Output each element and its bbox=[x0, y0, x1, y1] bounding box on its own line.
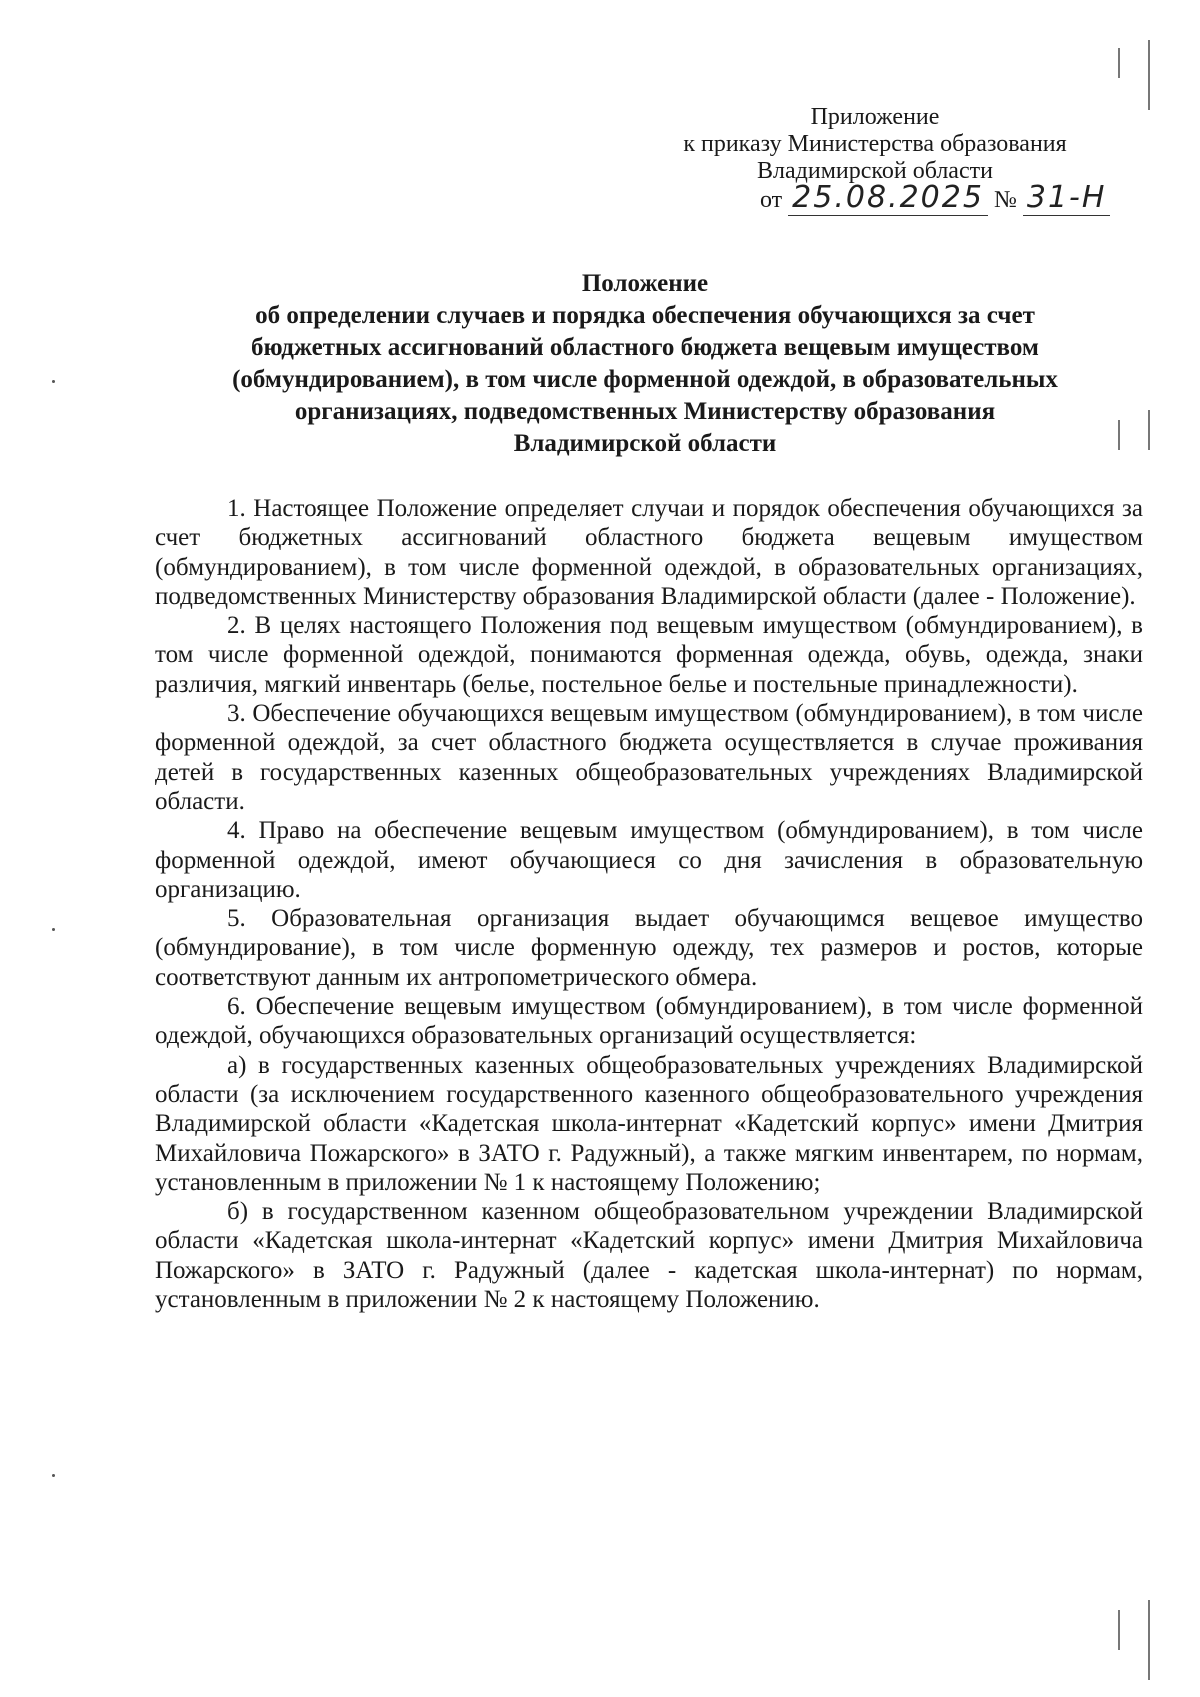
handwritten-number: 31-Н bbox=[1023, 180, 1111, 216]
scan-mark bbox=[1118, 48, 1120, 78]
title-line-5: организациях, подведомственных Министерству образования bbox=[294, 398, 996, 425]
title-line-2: об определении случаев и порядка обеспечения обучающихся за счет bbox=[255, 302, 1035, 329]
scan-mark bbox=[1118, 420, 1120, 450]
paragraph-4: 4. Право на обеспечение вещевым имуществом (обмундированием), в том числе форменной одеждой, имеют обучающиеся со дня зачисления в образовательную организацию. bbox=[155, 817, 1143, 903]
appendix-label: Приложение bbox=[810, 104, 940, 130]
title-line-3: бюджетных ассигнований областного бюджета вещевым имуществом bbox=[251, 334, 1039, 361]
from-label: от bbox=[760, 187, 783, 213]
title-line-4: (обмундированием), в том числе форменной одеждой, в образовательных bbox=[232, 366, 1058, 393]
order-reference: к приказу Министерства образования bbox=[683, 131, 1067, 157]
scan-mark bbox=[1148, 410, 1150, 450]
title-line-6: Владимирской области bbox=[513, 430, 777, 457]
paragraph-6b: б) в государственном казенном общеобразовательном учреждении Владимирской области «Кадетская школа-интернат «Кадетский корпус» имени Дмитрия Михайловича Пожарского» в ЗАТО г. Радужный (далее - кадетская школа-интернат) по нормам, установленным в приложении № 2 к настоящему Положению. bbox=[155, 1198, 1143, 1314]
paragraph-6: 6. Обеспечение вещевым имуществом (обмундированием), в том числе форменной одеждой, обучающихся образовательных организаций осуществляется: bbox=[155, 993, 1143, 1050]
region-name: Владимирской области bbox=[757, 158, 993, 184]
scan-mark bbox=[1118, 1610, 1120, 1650]
title-line-1: Положение bbox=[581, 270, 709, 297]
scan-mark bbox=[1148, 40, 1150, 110]
approval-header bbox=[640, 104, 1110, 185]
paragraph-1: 1. Настоящее Положение определяет случаи и порядок обеспечения обучающихся за счет бюджетных ассигнований областного бюджета вещевым имуществом (обмундированием), в том числе форменной одеждой, в образовательных организациях, подведомственных Министерству образования Владимирской области (далее - Положение). bbox=[155, 495, 1143, 610]
paragraph-3: 3. Обеспечение обучающихся вещевым имуществом (обмундированием), в том числе форменной одеждой, за счет областного бюджета осуществляется в случае проживания детей в государственных казенных общеобразовательных учреждениях Владимирской области. bbox=[155, 700, 1143, 815]
scan-mark bbox=[1148, 1600, 1150, 1680]
paragraph-2: 2. В целях настоящего Положения под вещевым имуществом (обмундированием), в том числе форменной одеждой, понимаются форменная одежда, обувь, одежда, знаки различия, мягкий инвентарь (белье, постельное белье и постельные принадлежности). bbox=[155, 612, 1143, 698]
scan-dot bbox=[52, 928, 55, 931]
paragraph-5: 5. Образовательная организация выдает обучающимся вещевое имущество (обмундирование), в том числе форменную одежду, тех размеров и ростов, которые соответствуют данным их антропометрического обмера. bbox=[155, 905, 1143, 991]
order-date-number bbox=[760, 180, 1110, 215]
scan-dot bbox=[52, 380, 55, 383]
scan-dot bbox=[52, 1474, 55, 1477]
handwritten-date: 25.08.2025 bbox=[788, 180, 988, 216]
paragraph-6a: а) в государственных казенных общеобразовательных учреждениях Владимирской области (за исключением государственного казенного общеобразовательного учреждения Владимирской области «Кадетская школа-интернат «Кадетский корпус» имени Дмитрия Михайловича Пожарского» в ЗАТО г. Радужный), а также мягким инвентарем, по нормам, установленным в приложении № 1 к настоящему Положению; bbox=[155, 1051, 1143, 1196]
document-title bbox=[150, 268, 1140, 460]
document-body bbox=[155, 494, 1143, 1314]
number-label: № bbox=[993, 187, 1017, 213]
